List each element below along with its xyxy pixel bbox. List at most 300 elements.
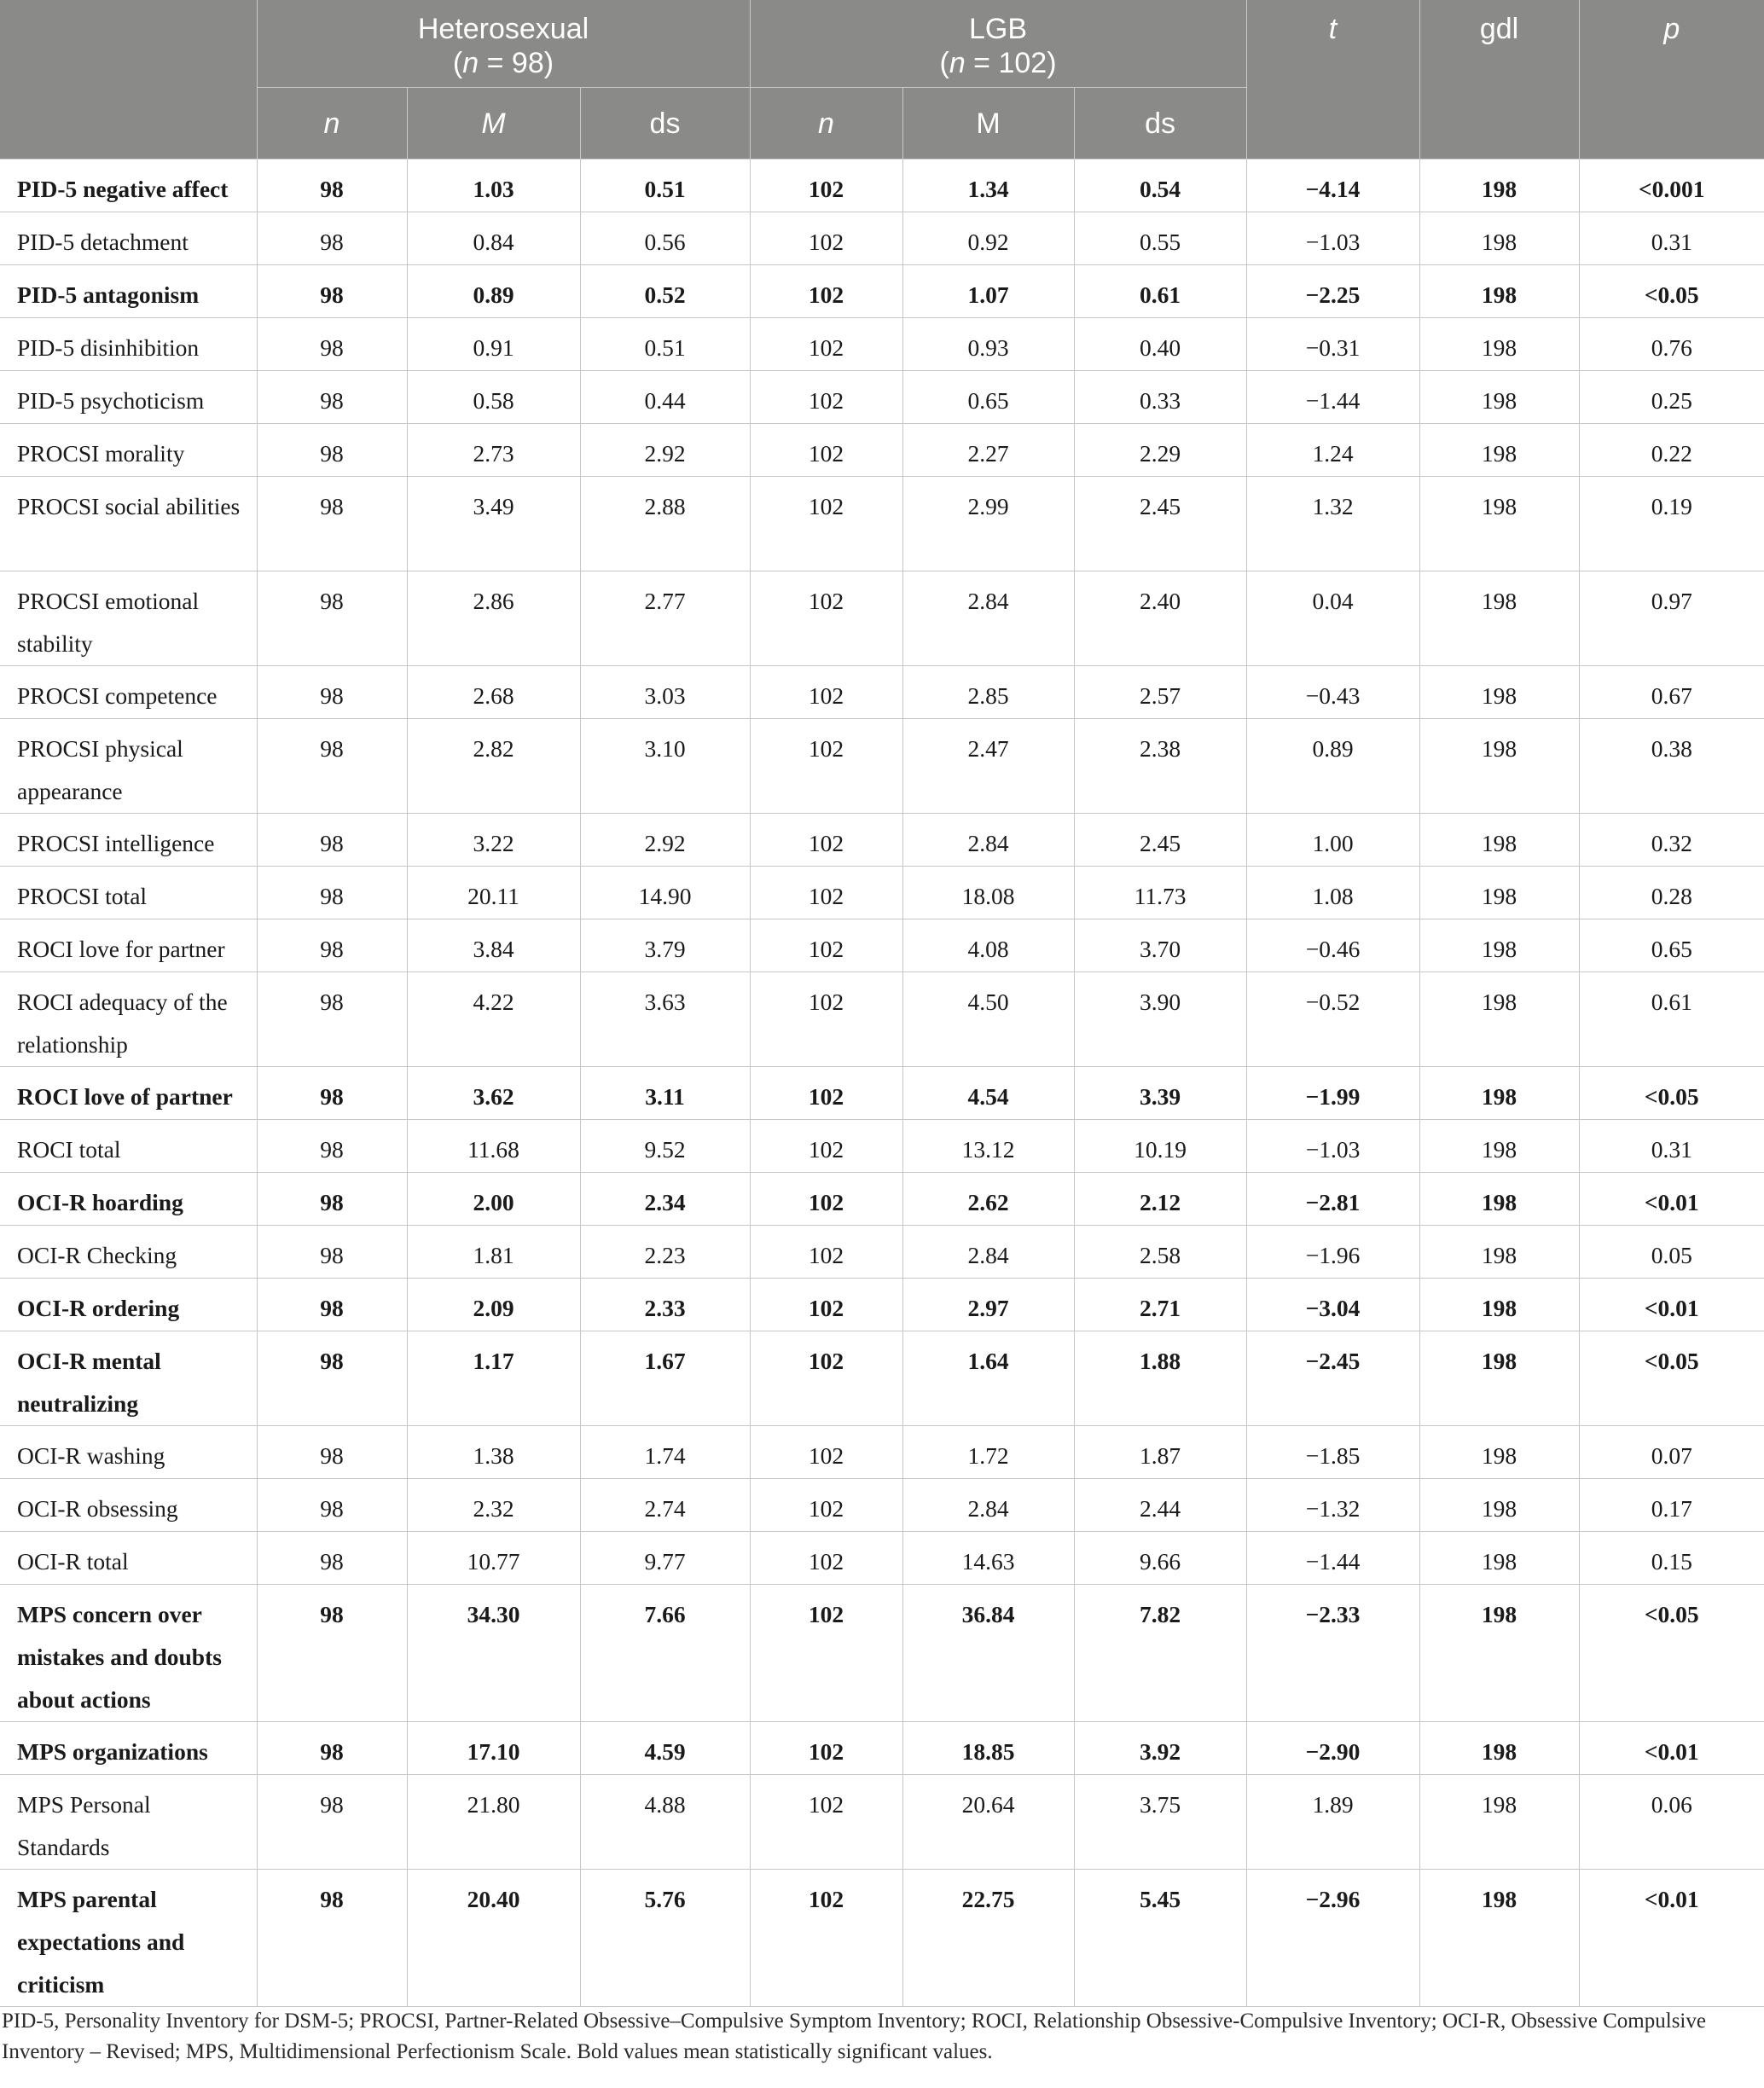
p-cell: 0.61 xyxy=(1579,972,1764,1066)
het-ds-cell: 0.51 xyxy=(580,159,750,212)
gdl-cell: 198 xyxy=(1419,423,1579,476)
p-cell: 0.05 xyxy=(1579,1225,1764,1278)
lgb-mean-cell: 2.84 xyxy=(902,1225,1074,1278)
table-row xyxy=(0,1119,1764,1172)
het-mean-cell: 2.09 xyxy=(407,1278,580,1331)
gdl-cell: 198 xyxy=(1419,665,1579,718)
gdl-cell: 198 xyxy=(1419,1531,1579,1584)
table-row xyxy=(0,1774,1764,1869)
het-ds-cell: 0.56 xyxy=(580,212,750,264)
het-mean-cell: 2.32 xyxy=(407,1478,580,1531)
het-n-cell: 98 xyxy=(257,1278,407,1331)
het-mean-cell: 3.22 xyxy=(407,813,580,866)
lgb-ds-cell: 5.45 xyxy=(1074,1869,1246,2006)
row-label: OCI-R mental neutralizing xyxy=(0,1331,257,1425)
row-label: PROCSI social abilities xyxy=(0,476,257,571)
p-cell: <0.01 xyxy=(1579,1869,1764,2006)
het-ds-cell: 0.51 xyxy=(580,317,750,370)
table-row xyxy=(0,919,1764,972)
lgb-ds-cell: 3.70 xyxy=(1074,919,1246,972)
t-cell: 1.08 xyxy=(1246,866,1419,919)
n-symbol: n xyxy=(949,47,966,79)
header-group-heterosexual: Heterosexual (n = 98) xyxy=(257,0,750,87)
header-group-lgb: LGB (n = 102) xyxy=(750,0,1246,87)
lgb-mean-cell: 2.47 xyxy=(902,718,1074,813)
lgb-n-cell: 102 xyxy=(750,476,902,571)
het-mean-cell: 2.86 xyxy=(407,571,580,665)
lgb-mean-cell: 18.08 xyxy=(902,866,1074,919)
lgb-n-cell: 102 xyxy=(750,1172,902,1225)
het-n-cell: 98 xyxy=(257,718,407,813)
p-cell: 0.22 xyxy=(1579,423,1764,476)
row-label: PID-5 detachment xyxy=(0,212,257,264)
lgb-mean-cell: 18.85 xyxy=(902,1721,1074,1774)
het-mean-cell: 0.58 xyxy=(407,370,580,423)
lgb-ds-cell: 2.58 xyxy=(1074,1225,1246,1278)
het-ds-cell: 2.34 xyxy=(580,1172,750,1225)
het-mean-cell: 2.00 xyxy=(407,1172,580,1225)
row-label: PID-5 antagonism xyxy=(0,264,257,317)
lgb-n-cell: 102 xyxy=(750,264,902,317)
het-n-cell: 98 xyxy=(257,1774,407,1869)
header-lgb-M: M xyxy=(902,87,1074,159)
t-cell: 1.89 xyxy=(1246,1774,1419,1869)
t-cell: 0.89 xyxy=(1246,718,1419,813)
row-label: ROCI love of partner xyxy=(0,1066,257,1119)
table-row xyxy=(0,665,1764,718)
table-row xyxy=(0,1278,1764,1331)
het-mean-cell: 0.91 xyxy=(407,317,580,370)
lgb-ds-cell: 2.57 xyxy=(1074,665,1246,718)
het-n-cell: 98 xyxy=(257,423,407,476)
table-row xyxy=(0,866,1764,919)
lgb-ds-cell: 3.90 xyxy=(1074,972,1246,1066)
p-cell: <0.05 xyxy=(1579,1066,1764,1119)
lgb-ds-cell: 2.29 xyxy=(1074,423,1246,476)
het-ds-cell: 4.59 xyxy=(580,1721,750,1774)
p-cell: <0.05 xyxy=(1579,264,1764,317)
het-ds-cell: 3.79 xyxy=(580,919,750,972)
het-n-cell: 98 xyxy=(257,1478,407,1531)
p-cell: 0.97 xyxy=(1579,571,1764,665)
lgb-mean-cell: 0.65 xyxy=(902,370,1074,423)
het-ds-cell: 2.33 xyxy=(580,1278,750,1331)
het-ds-cell: 3.03 xyxy=(580,665,750,718)
table-row xyxy=(0,1531,1764,1584)
table-row xyxy=(0,1331,1764,1425)
row-label: PID-5 negative affect xyxy=(0,159,257,212)
t-cell: −1.32 xyxy=(1246,1478,1419,1531)
gdl-cell: 198 xyxy=(1419,1478,1579,1531)
het-n-cell: 98 xyxy=(257,212,407,264)
het-ds-cell: 2.23 xyxy=(580,1225,750,1278)
lgb-n-cell: 102 xyxy=(750,1869,902,2006)
t-cell: −2.45 xyxy=(1246,1331,1419,1425)
row-label: OCI-R hoarding xyxy=(0,1172,257,1225)
p-cell: 0.07 xyxy=(1579,1425,1764,1478)
het-mean-cell: 20.11 xyxy=(407,866,580,919)
t-cell: −4.14 xyxy=(1246,159,1419,212)
table-row xyxy=(0,1425,1764,1478)
gdl-cell: 198 xyxy=(1419,972,1579,1066)
header-t: t xyxy=(1246,0,1419,159)
row-label: PROCSI morality xyxy=(0,423,257,476)
table-row xyxy=(0,476,1764,571)
table-row xyxy=(0,264,1764,317)
het-n-cell: 98 xyxy=(257,972,407,1066)
het-ds-cell: 0.44 xyxy=(580,370,750,423)
table-row xyxy=(0,972,1764,1066)
het-ds-cell: 2.74 xyxy=(580,1478,750,1531)
lgb-n-cell: 102 xyxy=(750,212,902,264)
gdl-cell: 198 xyxy=(1419,212,1579,264)
row-label: PROCSI physical appearance xyxy=(0,718,257,813)
lgb-ds-cell: 2.12 xyxy=(1074,1172,1246,1225)
het-n-cell: 98 xyxy=(257,370,407,423)
header-blank-cell xyxy=(0,0,257,159)
lgb-n-cell: 102 xyxy=(750,813,902,866)
lgb-ds-cell: 2.38 xyxy=(1074,718,1246,813)
gdl-cell: 198 xyxy=(1419,813,1579,866)
row-label: OCI-R washing xyxy=(0,1425,257,1478)
table-row xyxy=(0,1869,1764,2006)
row-label: PROCSI competence xyxy=(0,665,257,718)
t-cell: −1.03 xyxy=(1246,212,1419,264)
table-row xyxy=(0,423,1764,476)
het-ds-cell: 2.77 xyxy=(580,571,750,665)
het-ds-cell: 3.11 xyxy=(580,1066,750,1119)
het-n-cell: 98 xyxy=(257,1531,407,1584)
t-cell: 0.04 xyxy=(1246,571,1419,665)
lgb-mean-cell: 0.92 xyxy=(902,212,1074,264)
lgb-ds-cell: 0.54 xyxy=(1074,159,1246,212)
het-n-cell: 98 xyxy=(257,1119,407,1172)
p-cell: 0.28 xyxy=(1579,866,1764,919)
gdl-cell: 198 xyxy=(1419,1278,1579,1331)
table-row xyxy=(0,718,1764,813)
lgb-mean-cell: 1.72 xyxy=(902,1425,1074,1478)
het-mean-cell: 1.03 xyxy=(407,159,580,212)
het-ds-cell: 5.76 xyxy=(580,1869,750,2006)
t-cell: −2.96 xyxy=(1246,1869,1419,2006)
gdl-cell: 198 xyxy=(1419,1584,1579,1721)
lgb-ds-cell: 10.19 xyxy=(1074,1119,1246,1172)
table-row xyxy=(0,1172,1764,1225)
t-cell: −0.52 xyxy=(1246,972,1419,1066)
row-label: PID-5 disinhibition xyxy=(0,317,257,370)
t-cell: −1.44 xyxy=(1246,370,1419,423)
lgb-ds-cell: 7.82 xyxy=(1074,1584,1246,1721)
het-ds-cell: 0.52 xyxy=(580,264,750,317)
lgb-n-cell: 102 xyxy=(750,919,902,972)
het-mean-cell: 11.68 xyxy=(407,1119,580,1172)
het-n-cell: 98 xyxy=(257,264,407,317)
t-cell: −0.31 xyxy=(1246,317,1419,370)
group-heterosexual-n: 98 xyxy=(511,47,544,79)
het-mean-cell: 3.62 xyxy=(407,1066,580,1119)
gdl-cell: 198 xyxy=(1419,1172,1579,1225)
lgb-mean-cell: 1.07 xyxy=(902,264,1074,317)
het-n-cell: 98 xyxy=(257,476,407,571)
lgb-mean-cell: 2.97 xyxy=(902,1278,1074,1331)
p-cell: 0.17 xyxy=(1579,1478,1764,1531)
lgb-mean-cell: 4.50 xyxy=(902,972,1074,1066)
lgb-n-cell: 102 xyxy=(750,1066,902,1119)
het-n-cell: 98 xyxy=(257,1066,407,1119)
lgb-mean-cell: 1.34 xyxy=(902,159,1074,212)
gdl-cell: 198 xyxy=(1419,317,1579,370)
t-cell: −2.33 xyxy=(1246,1584,1419,1721)
lgb-mean-cell: 20.64 xyxy=(902,1774,1074,1869)
lgb-ds-cell: 2.44 xyxy=(1074,1478,1246,1531)
lgb-mean-cell: 2.84 xyxy=(902,1478,1074,1531)
het-ds-cell: 14.90 xyxy=(580,866,750,919)
het-n-cell: 98 xyxy=(257,866,407,919)
het-n-cell: 98 xyxy=(257,1425,407,1478)
lgb-n-cell: 102 xyxy=(750,370,902,423)
gdl-cell: 198 xyxy=(1419,571,1579,665)
row-label: ROCI adequacy of the relationship xyxy=(0,972,257,1066)
lgb-ds-cell: 0.61 xyxy=(1074,264,1246,317)
het-mean-cell: 1.38 xyxy=(407,1425,580,1478)
lgb-ds-cell: 1.87 xyxy=(1074,1425,1246,1478)
gdl-cell: 198 xyxy=(1419,866,1579,919)
row-label: ROCI love for partner xyxy=(0,919,257,972)
gdl-cell: 198 xyxy=(1419,1119,1579,1172)
gdl-cell: 198 xyxy=(1419,159,1579,212)
gdl-cell: 198 xyxy=(1419,1066,1579,1119)
group-heterosexual-label: Heterosexual xyxy=(417,13,589,45)
row-label: MPS concern over mistakes and doubts about actions xyxy=(0,1584,257,1721)
p-cell: 0.31 xyxy=(1579,1119,1764,1172)
header-gdl: gdl xyxy=(1419,0,1579,159)
p-cell: <0.05 xyxy=(1579,1584,1764,1721)
lgb-mean-cell: 14.63 xyxy=(902,1531,1074,1584)
gdl-cell: 198 xyxy=(1419,1869,1579,2006)
gdl-cell: 198 xyxy=(1419,1425,1579,1478)
lgb-mean-cell: 22.75 xyxy=(902,1869,1074,2006)
lgb-n-cell: 102 xyxy=(750,866,902,919)
p-cell: 0.15 xyxy=(1579,1531,1764,1584)
header-het-ds: ds xyxy=(580,87,750,159)
row-label: OCI-R Checking xyxy=(0,1225,257,1278)
lgb-ds-cell: 2.71 xyxy=(1074,1278,1246,1331)
het-n-cell: 98 xyxy=(257,919,407,972)
row-label: OCI-R ordering xyxy=(0,1278,257,1331)
lgb-ds-cell: 3.39 xyxy=(1074,1066,1246,1119)
lgb-ds-cell: 0.55 xyxy=(1074,212,1246,264)
header-lgb-ds: ds xyxy=(1074,87,1246,159)
lgb-ds-cell: 2.45 xyxy=(1074,476,1246,571)
het-mean-cell: 3.49 xyxy=(407,476,580,571)
het-mean-cell: 3.84 xyxy=(407,919,580,972)
het-n-cell: 98 xyxy=(257,317,407,370)
het-ds-cell: 9.77 xyxy=(580,1531,750,1584)
het-n-cell: 98 xyxy=(257,571,407,665)
table-row xyxy=(0,1225,1764,1278)
lgb-n-cell: 102 xyxy=(750,1531,902,1584)
table-body xyxy=(0,159,1764,2006)
lgb-n-cell: 102 xyxy=(750,665,902,718)
p-cell: 0.67 xyxy=(1579,665,1764,718)
het-mean-cell: 0.84 xyxy=(407,212,580,264)
t-cell: −1.99 xyxy=(1246,1066,1419,1119)
gdl-cell: 198 xyxy=(1419,1225,1579,1278)
gdl-cell: 198 xyxy=(1419,1774,1579,1869)
lgb-mean-cell: 2.99 xyxy=(902,476,1074,571)
lgb-mean-cell: 1.64 xyxy=(902,1331,1074,1425)
row-label: PROCSI intelligence xyxy=(0,813,257,866)
row-label: PROCSI total xyxy=(0,866,257,919)
lgb-mean-cell: 0.93 xyxy=(902,317,1074,370)
header-het-n: n xyxy=(257,87,407,159)
lgb-n-cell: 102 xyxy=(750,1425,902,1478)
het-ds-cell: 7.66 xyxy=(580,1584,750,1721)
row-label: PROCSI emotional stability xyxy=(0,571,257,665)
p-cell: <0.05 xyxy=(1579,1331,1764,1425)
het-mean-cell: 2.82 xyxy=(407,718,580,813)
t-cell: −2.25 xyxy=(1246,264,1419,317)
gdl-cell: 198 xyxy=(1419,264,1579,317)
p-cell: <0.001 xyxy=(1579,159,1764,212)
row-label: ROCI total xyxy=(0,1119,257,1172)
table-row xyxy=(0,1066,1764,1119)
lgb-n-cell: 102 xyxy=(750,159,902,212)
table-row xyxy=(0,317,1764,370)
het-n-cell: 98 xyxy=(257,813,407,866)
het-n-cell: 98 xyxy=(257,1331,407,1425)
table-row xyxy=(0,1478,1764,1531)
table-row xyxy=(0,212,1764,264)
group-lgb-n: 102 xyxy=(998,47,1047,79)
header-p: p xyxy=(1579,0,1764,159)
lgb-n-cell: 102 xyxy=(750,972,902,1066)
lgb-n-cell: 102 xyxy=(750,1478,902,1531)
lgb-ds-cell: 11.73 xyxy=(1074,866,1246,919)
het-mean-cell: 4.22 xyxy=(407,972,580,1066)
p-cell: <0.01 xyxy=(1579,1721,1764,1774)
lgb-ds-cell: 2.45 xyxy=(1074,813,1246,866)
gdl-cell: 198 xyxy=(1419,1331,1579,1425)
het-ds-cell: 2.92 xyxy=(580,423,750,476)
lgb-mean-cell: 2.84 xyxy=(902,571,1074,665)
p-cell: 0.32 xyxy=(1579,813,1764,866)
p-cell: 0.19 xyxy=(1579,476,1764,571)
p-cell: <0.01 xyxy=(1579,1172,1764,1225)
row-label: PID-5 psychoticism xyxy=(0,370,257,423)
t-cell: −2.81 xyxy=(1246,1172,1419,1225)
lgb-mean-cell: 13.12 xyxy=(902,1119,1074,1172)
het-mean-cell: 1.81 xyxy=(407,1225,580,1278)
p-cell: 0.25 xyxy=(1579,370,1764,423)
lgb-ds-cell: 3.92 xyxy=(1074,1721,1246,1774)
het-mean-cell: 2.73 xyxy=(407,423,580,476)
het-mean-cell: 20.40 xyxy=(407,1869,580,2006)
het-n-cell: 98 xyxy=(257,1869,407,2006)
het-ds-cell: 1.67 xyxy=(580,1331,750,1425)
het-ds-cell: 2.92 xyxy=(580,813,750,866)
lgb-n-cell: 102 xyxy=(750,1584,902,1721)
het-mean-cell: 10.77 xyxy=(407,1531,580,1584)
het-n-cell: 98 xyxy=(257,1584,407,1721)
lgb-ds-cell: 0.40 xyxy=(1074,317,1246,370)
gdl-cell: 198 xyxy=(1419,1721,1579,1774)
lgb-ds-cell: 3.75 xyxy=(1074,1774,1246,1869)
row-label: MPS organizations xyxy=(0,1721,257,1774)
lgb-mean-cell: 2.85 xyxy=(902,665,1074,718)
t-cell: −1.03 xyxy=(1246,1119,1419,1172)
lgb-mean-cell: 2.62 xyxy=(902,1172,1074,1225)
table-row xyxy=(0,571,1764,665)
lgb-n-cell: 102 xyxy=(750,1225,902,1278)
t-cell: 1.00 xyxy=(1246,813,1419,866)
lgb-ds-cell: 9.66 xyxy=(1074,1531,1246,1584)
lgb-ds-cell: 0.33 xyxy=(1074,370,1246,423)
gdl-cell: 198 xyxy=(1419,919,1579,972)
gdl-cell: 198 xyxy=(1419,718,1579,813)
gdl-cell: 198 xyxy=(1419,476,1579,571)
t-cell: −3.04 xyxy=(1246,1278,1419,1331)
het-mean-cell: 1.17 xyxy=(407,1331,580,1425)
table-row xyxy=(0,1584,1764,1721)
t-cell: −1.85 xyxy=(1246,1425,1419,1478)
het-n-cell: 98 xyxy=(257,1721,407,1774)
lgb-n-cell: 102 xyxy=(750,718,902,813)
t-cell: 1.24 xyxy=(1246,423,1419,476)
het-n-cell: 98 xyxy=(257,665,407,718)
row-label: MPS parental expectations and criticism xyxy=(0,1869,257,2006)
het-n-cell: 98 xyxy=(257,1225,407,1278)
het-n-cell: 98 xyxy=(257,1172,407,1225)
row-label: OCI-R total xyxy=(0,1531,257,1584)
lgb-n-cell: 102 xyxy=(750,1119,902,1172)
lgb-mean-cell: 2.27 xyxy=(902,423,1074,476)
het-ds-cell: 3.10 xyxy=(580,718,750,813)
table-row xyxy=(0,370,1764,423)
p-cell: 0.31 xyxy=(1579,212,1764,264)
header-het-M: M xyxy=(407,87,580,159)
gdl-cell: 198 xyxy=(1419,370,1579,423)
het-mean-cell: 17.10 xyxy=(407,1721,580,1774)
het-ds-cell: 4.88 xyxy=(580,1774,750,1869)
het-ds-cell: 9.52 xyxy=(580,1119,750,1172)
lgb-n-cell: 102 xyxy=(750,423,902,476)
p-cell: 0.76 xyxy=(1579,317,1764,370)
het-mean-cell: 2.68 xyxy=(407,665,580,718)
table-row xyxy=(0,813,1764,866)
n-symbol: n xyxy=(462,47,479,79)
het-mean-cell: 0.89 xyxy=(407,264,580,317)
lgb-n-cell: 102 xyxy=(750,1721,902,1774)
p-cell: 0.06 xyxy=(1579,1774,1764,1869)
table-row xyxy=(0,1721,1764,1774)
group-lgb-label: LGB xyxy=(969,13,1028,45)
het-ds-cell: 2.88 xyxy=(580,476,750,571)
lgb-mean-cell: 4.54 xyxy=(902,1066,1074,1119)
table-header xyxy=(0,0,1764,159)
p-cell: <0.01 xyxy=(1579,1278,1764,1331)
het-ds-cell: 3.63 xyxy=(580,972,750,1066)
table-row xyxy=(0,159,1764,212)
p-cell: 0.38 xyxy=(1579,718,1764,813)
row-label: OCI-R obsessing xyxy=(0,1478,257,1531)
lgb-ds-cell: 1.88 xyxy=(1074,1331,1246,1425)
lgb-n-cell: 102 xyxy=(750,1331,902,1425)
table-footnote: PID-5, Personality Inventory for DSM-5; PROCSI, Partner-Related Obsessive–Compulsive Symptom Inventory; ROCI, Relationship Obsessive-Compulsive Inventory; OCI-R, Obsessive Compulsive Inventory – Revised; MPS, Multidimensional Perfectionism Scale. Bold values mean statistically significant values. xyxy=(2,2010,1706,2063)
lgb-n-cell: 102 xyxy=(750,1278,902,1331)
t-cell: −1.96 xyxy=(1246,1225,1419,1278)
t-cell: −1.44 xyxy=(1246,1531,1419,1584)
